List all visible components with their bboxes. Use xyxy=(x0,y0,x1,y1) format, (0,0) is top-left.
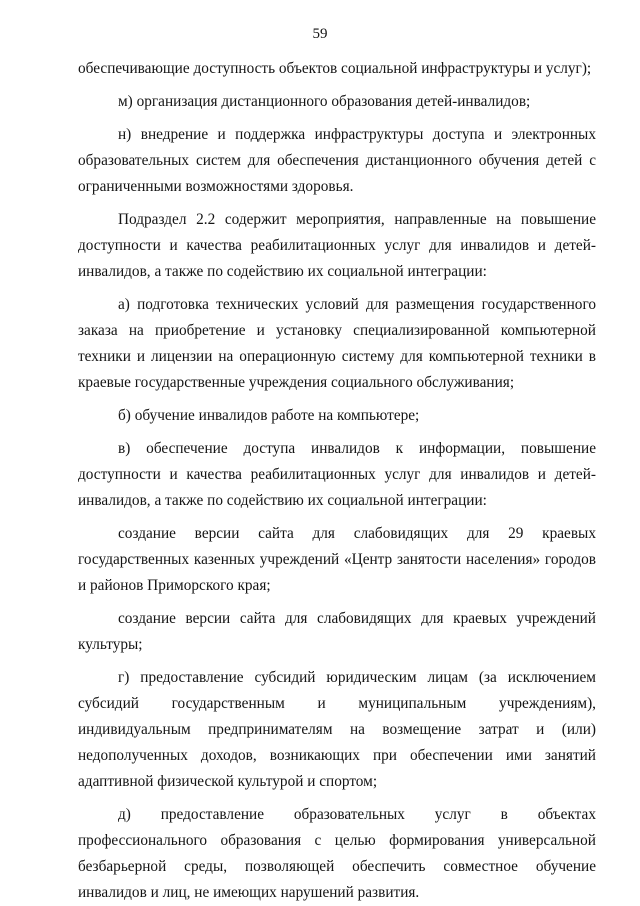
paragraph-website-culture: создание версии сайта для слабовидящих для краевых учреждений культуры; xyxy=(78,610,596,653)
paragraph-item-v: в) обеспечение доступа инвалидов к информации, повышение доступности и качества реабилитационных услуг для инвалидов и детей-инвалидов, а также по содействию их социальной интеграции: xyxy=(78,440,596,509)
paragraph-infrastructure-end: обеспечивающие доступность объектов социальной инфраструктуры и услуг); xyxy=(78,60,592,77)
paragraph-subsection-2-2: Подраздел 2.2 содержит мероприятия, направленные на повышение доступности и качества реабилитационных услуг для инвалидов и детей-инвалидов, а также по содействию их социальной интеграции: xyxy=(78,211,596,280)
document-body xyxy=(78,56,596,906)
paragraph-website-employment-centers: создание версии сайта для слабовидящих для 29 краевых государственных казенных учреждений «Центр занятости населения» городов и районов Приморского края; xyxy=(78,525,596,594)
paragraph-item-n: н) внедрение и поддержка инфраструктуры доступа и электронных образовательных систем для обеспечения дистанционного обучения детей с ограниченными возможностями здоровья. xyxy=(78,126,596,195)
paragraph-item-b: б) обучение инвалидов работе на компьютере; xyxy=(118,407,420,424)
paragraph-item-g: г) предоставление субсидий юридическим лицам (за исключением субсидий государственным и муниципальным учреждениям), индивидуальным предпринимателям на возмещение затрат и (или) недополученных доходов, возникающих при обеспечении ими занятий адаптивной физической культурой и спортом; xyxy=(78,669,596,790)
paragraph-item-m: м) организация дистанционного образования детей-инвалидов; xyxy=(118,93,531,110)
paragraph-item-d: д) предоставление образовательных услуг в объектах профессионального образования с целью формирования универсальной безбарьерной среды, позволяющей обеспечить совместное обучение инвалидов и лиц, не имеющих нарушений развития. xyxy=(78,806,596,901)
paragraph-item-a: а) подготовка технических условий для размещения государственного заказа на приобретение и установку специализированной компьютерной техники и лицензии на операционную систему для компьютерной техники в краевые государственные учреждения социального обслуживания; xyxy=(78,296,596,391)
page-number: 59 xyxy=(312,26,328,42)
